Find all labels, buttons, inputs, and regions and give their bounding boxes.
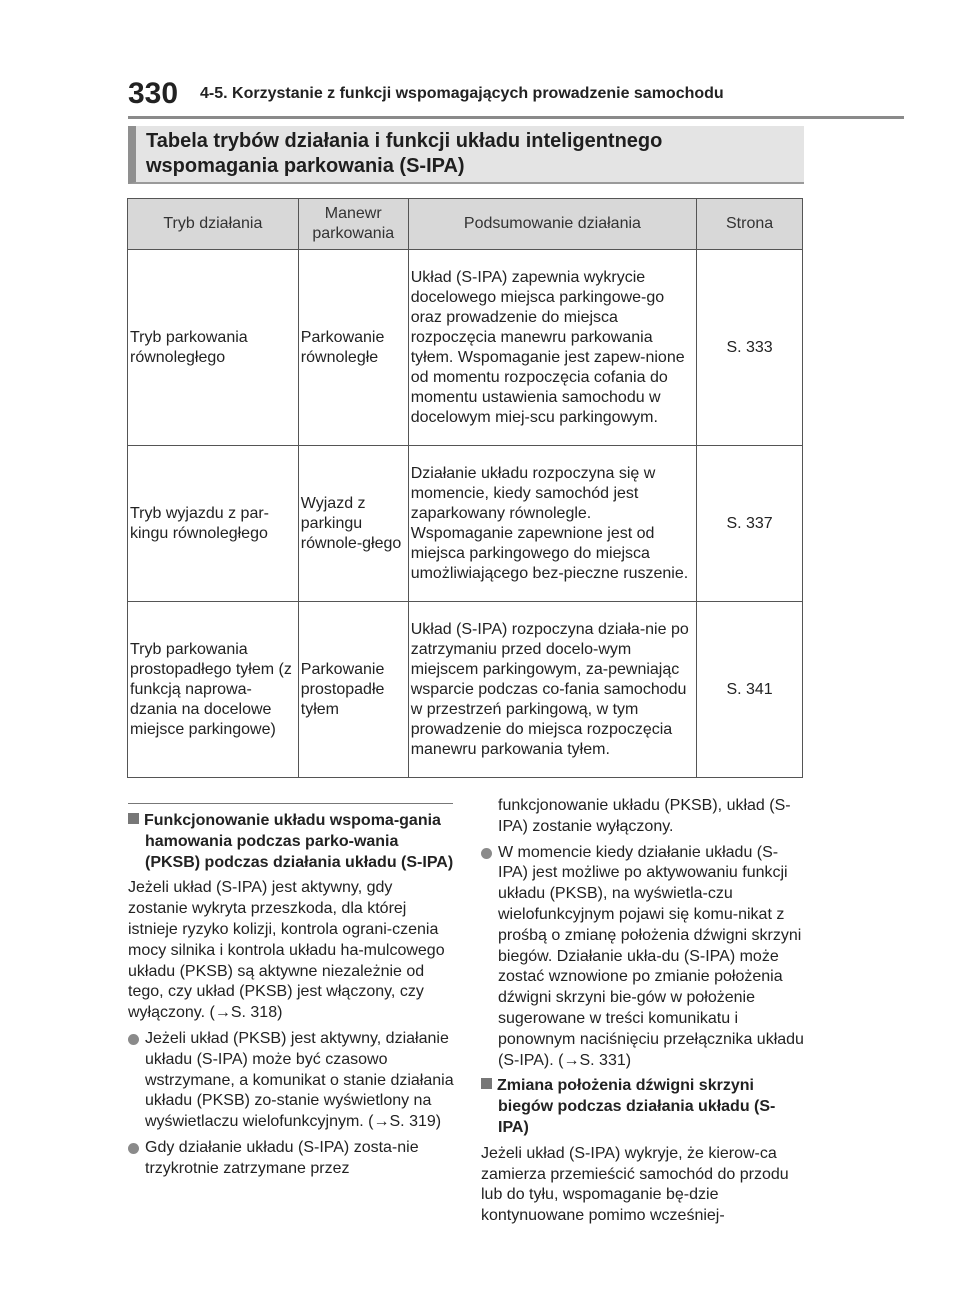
gear-shift-heading: Zmiana położenia dźwigni skrzyni biegów podczas działania układu (S-IPA) bbox=[481, 1076, 805, 1138]
table-row bbox=[128, 446, 803, 602]
header-summary: Podsumowanie działania bbox=[408, 199, 696, 250]
cell-maneuver: Wyjazd z parkingu równole-głego bbox=[298, 446, 408, 602]
cell-mode: Tryb parkowania prostopadłego tyłem (z funkcją naprowa-dzania na docelowe miejsce parkingowe) bbox=[128, 602, 299, 778]
cell-summary: Układ (S-IPA) rozpoczyna działa-nie po zatrzymaniu przed docelo-wym miejscem parkingowym, za-pewniając wsparcie podczas co-fania samochodu w przestrzeń parkingową, w tym prowadzenie do miejsca rozpoczęcia manewru parkowania tyłem. bbox=[408, 602, 696, 778]
page-number: 330 bbox=[128, 77, 179, 110]
table-header-row bbox=[128, 199, 803, 250]
left-column bbox=[128, 811, 454, 1180]
section-title bbox=[146, 129, 786, 179]
cell-mode: Tryb wyjazdu z par-kingu równoległego bbox=[128, 446, 299, 602]
circle-bullet-icon bbox=[481, 848, 492, 859]
pksb-heading: Funkcjonowanie układu wspoma-gania hamowania podczas parko-wania (PKSB) podczas działania układu (S-IPA) bbox=[128, 811, 454, 873]
circle-bullet-icon bbox=[128, 1034, 139, 1045]
bullet-item: W momencie kiedy działanie układu (S-IPA) jest możliwe po aktywowaniu funkcji układu (PKSB), na wyświetla-czu wielofunkcyjnym pojawi się komu-nikat z prośbą o zmianę położenia dźwigni skrzyni biegów. Działanie ukła-du (S-IPA) może zostać wznowione po zmianie położenia dźwigni skrzyni bie-gów w położenie sugerowane w treści komunikatu i ponownym naciśnięciu przełącznika układu (S-IPA). (→S. 331) bbox=[481, 843, 805, 1072]
section-title-box bbox=[128, 126, 804, 184]
bullet-item: Gdy działanie układu (S-IPA) zosta-nie trzykrotnie zatrzymane przez bbox=[128, 1138, 454, 1180]
table-row bbox=[128, 602, 803, 778]
cell-summary: Układ (S-IPA) zapewnia wykrycie docelowego miejsca parkingowe-go oraz prowadzenie do miejsca rozpoczęcia manewru parkowania tyłem. Wspomaganie jest zapew-nione od momentu rozpoczęcia cofania do momentu ustawienia samochodu w docelowym miej-scu parkingowym. bbox=[408, 250, 696, 446]
pksb-paragraph: Jeżeli układ (S-IPA) jest aktywny, gdy zostanie wykryta przeszkoda, dla której istnieje ryzyko kolizji, kontrola ograni-czenia mocy silnika i kontrola układu ha-mulcowego układu (PKSB) są aktywne niezależnie od tego, czy układ (PKSB) jest włączony, czy wyłączony. (→S. 318) bbox=[128, 879, 445, 1022]
header-page: Strona bbox=[697, 199, 803, 250]
cell-summary: Działanie układu rozpoczyna się w momencie, kiedy samochód jest zaparkowany równolegle. Wspomaganie zapewnione jest od miejsca parkingowego do miejsca umożliwiającego bez-pieczne ruszenie. bbox=[408, 446, 696, 602]
gear-shift-paragraph: Jeżeli układ (S-IPA) wykryje, że kierow-ca zamierza przemieścić samochód do przodu lub do tyłu, wspomaganie bę-dzie kontynuowane pomimo wcześniej- bbox=[481, 1144, 789, 1225]
modes-table bbox=[127, 198, 803, 778]
bullet-continuation: funkcjonowanie układu (PKSB), układ (S-IPA) zostanie wyłączony. bbox=[498, 797, 791, 835]
cell-page: S. 333 bbox=[697, 250, 803, 446]
cell-page: S. 337 bbox=[697, 446, 803, 602]
cell-page: S. 341 bbox=[697, 602, 803, 778]
cell-mode: Tryb parkowania równoległego bbox=[128, 250, 299, 446]
right-column bbox=[481, 796, 805, 1227]
header-mode: Tryb działania bbox=[128, 199, 299, 250]
bullet-item: Jeżeli układ (PKSB) jest aktywny, działanie układu (S-IPA) może być czasowo wstrzymane, a komunikat o stanie działania układu (PKSB) zo-stanie wyświetlony na wyświetlaczu wielofunkcyjnym. (→S. 319) bbox=[128, 1029, 454, 1133]
cell-maneuver: Parkowanie równoległe bbox=[298, 250, 408, 446]
table-row bbox=[128, 250, 803, 446]
circle-bullet-icon bbox=[128, 1143, 139, 1154]
page-header bbox=[128, 76, 808, 116]
square-bullet-icon bbox=[481, 1078, 492, 1089]
section-divider bbox=[128, 803, 453, 804]
square-bullet-icon bbox=[128, 813, 139, 824]
cell-maneuver: Parkowanie prostopadłe tyłem bbox=[298, 602, 408, 778]
header-maneuver: Manewr parkowania bbox=[298, 199, 408, 250]
section-title-line2: wspomagania parkowania (S-IPA) bbox=[146, 155, 465, 177]
header-divider bbox=[128, 116, 904, 119]
section-title-line1: Tabela trybów działania i funkcji układu inteligentnego bbox=[146, 130, 663, 152]
chapter-title: 4-5. Korzystanie z funkcji wspomagających prowadzenie samochodu bbox=[200, 85, 724, 102]
